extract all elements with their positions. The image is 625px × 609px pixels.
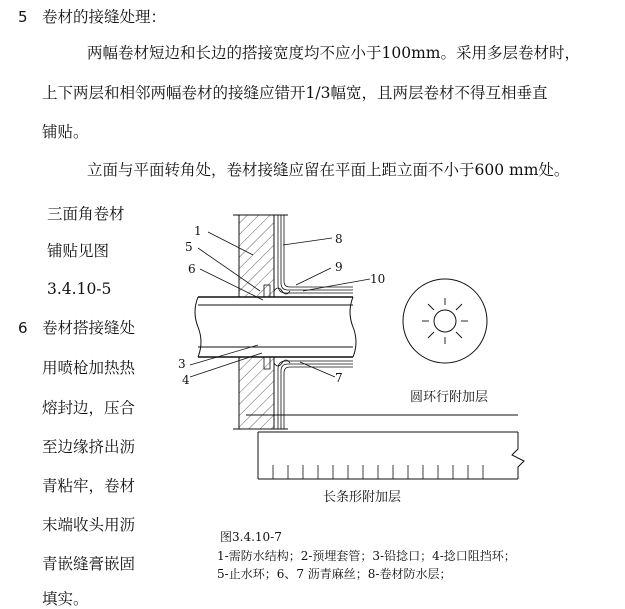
strip-additional-layer: [246, 415, 524, 479]
item-6-line-3: 熔封边，压合: [42, 399, 136, 417]
label-3: 3: [178, 357, 186, 371]
item-6-line-7: 青嵌缝膏嵌固: [42, 555, 136, 573]
ring-additional-layer: [403, 279, 487, 363]
label-1: 1: [194, 224, 202, 238]
paragraph-1-line-1: 两幅卷材短边和长边的搭接宽度均不应小于100mm。采用多层卷材时，: [87, 44, 580, 62]
item-6-line-1: 卷材搭接缝处: [42, 319, 136, 337]
paragraph-1-line-2: 上下两层和相邻两幅卷材的接缝应错开1/3幅宽，且两层卷材不得互相垂直: [42, 84, 548, 102]
label-9: 9: [335, 260, 343, 274]
figure-caption-title: 图3.4.10-7: [220, 530, 282, 544]
label-6: 6: [188, 262, 196, 276]
membrane-layers: [278, 215, 353, 429]
figure-caption-line-1: 1-需防水结构；2-预埋套管；3-铅捻口；4-捻口阻挡环；: [217, 549, 516, 563]
wall-structure: [233, 215, 288, 429]
item-5-title: 卷材的接缝处理：: [42, 8, 167, 26]
label-8: 8: [335, 232, 343, 246]
item-6-line-8: 填实。: [42, 590, 89, 608]
item-6-line-4: 至边缘挤出沥: [42, 438, 136, 456]
item-6-line-2: 用喷枪加热热: [42, 359, 136, 377]
label-10: 10: [370, 272, 386, 286]
figure-pipe-sleeve-detail: [178, 205, 618, 525]
label-7: 7: [335, 371, 343, 385]
item-6-line-6: 末端收头用沥: [42, 516, 136, 534]
paragraph-2-line-3: 铺贴见图: [47, 242, 110, 260]
paragraph-2-line-4: 3.4.10-5: [47, 280, 112, 298]
item-5-number: 5: [18, 8, 28, 26]
paragraph-2-line-2: 三面角卷材: [47, 205, 125, 223]
paragraph-1-line-3: 铺贴。: [42, 123, 89, 141]
label-5: 5: [185, 240, 193, 254]
item-6-number: 6: [18, 319, 28, 337]
embedded-sleeve: [195, 297, 356, 357]
item-6-line-5: 青粘牢，卷材: [42, 477, 136, 495]
strip-layer-label: 长条形附加层: [323, 490, 402, 505]
label-4: 4: [182, 373, 190, 387]
figure-caption-line-2: 5-止水环；6、7 沥青麻丝；8-卷材防水层；: [217, 567, 452, 581]
ring-layer-label: 圆环行附加层: [410, 390, 489, 405]
paragraph-2-line-1: 立面与平面转角处，卷材接缝应留在平面上距立面不小于600 mm处。: [87, 161, 570, 179]
